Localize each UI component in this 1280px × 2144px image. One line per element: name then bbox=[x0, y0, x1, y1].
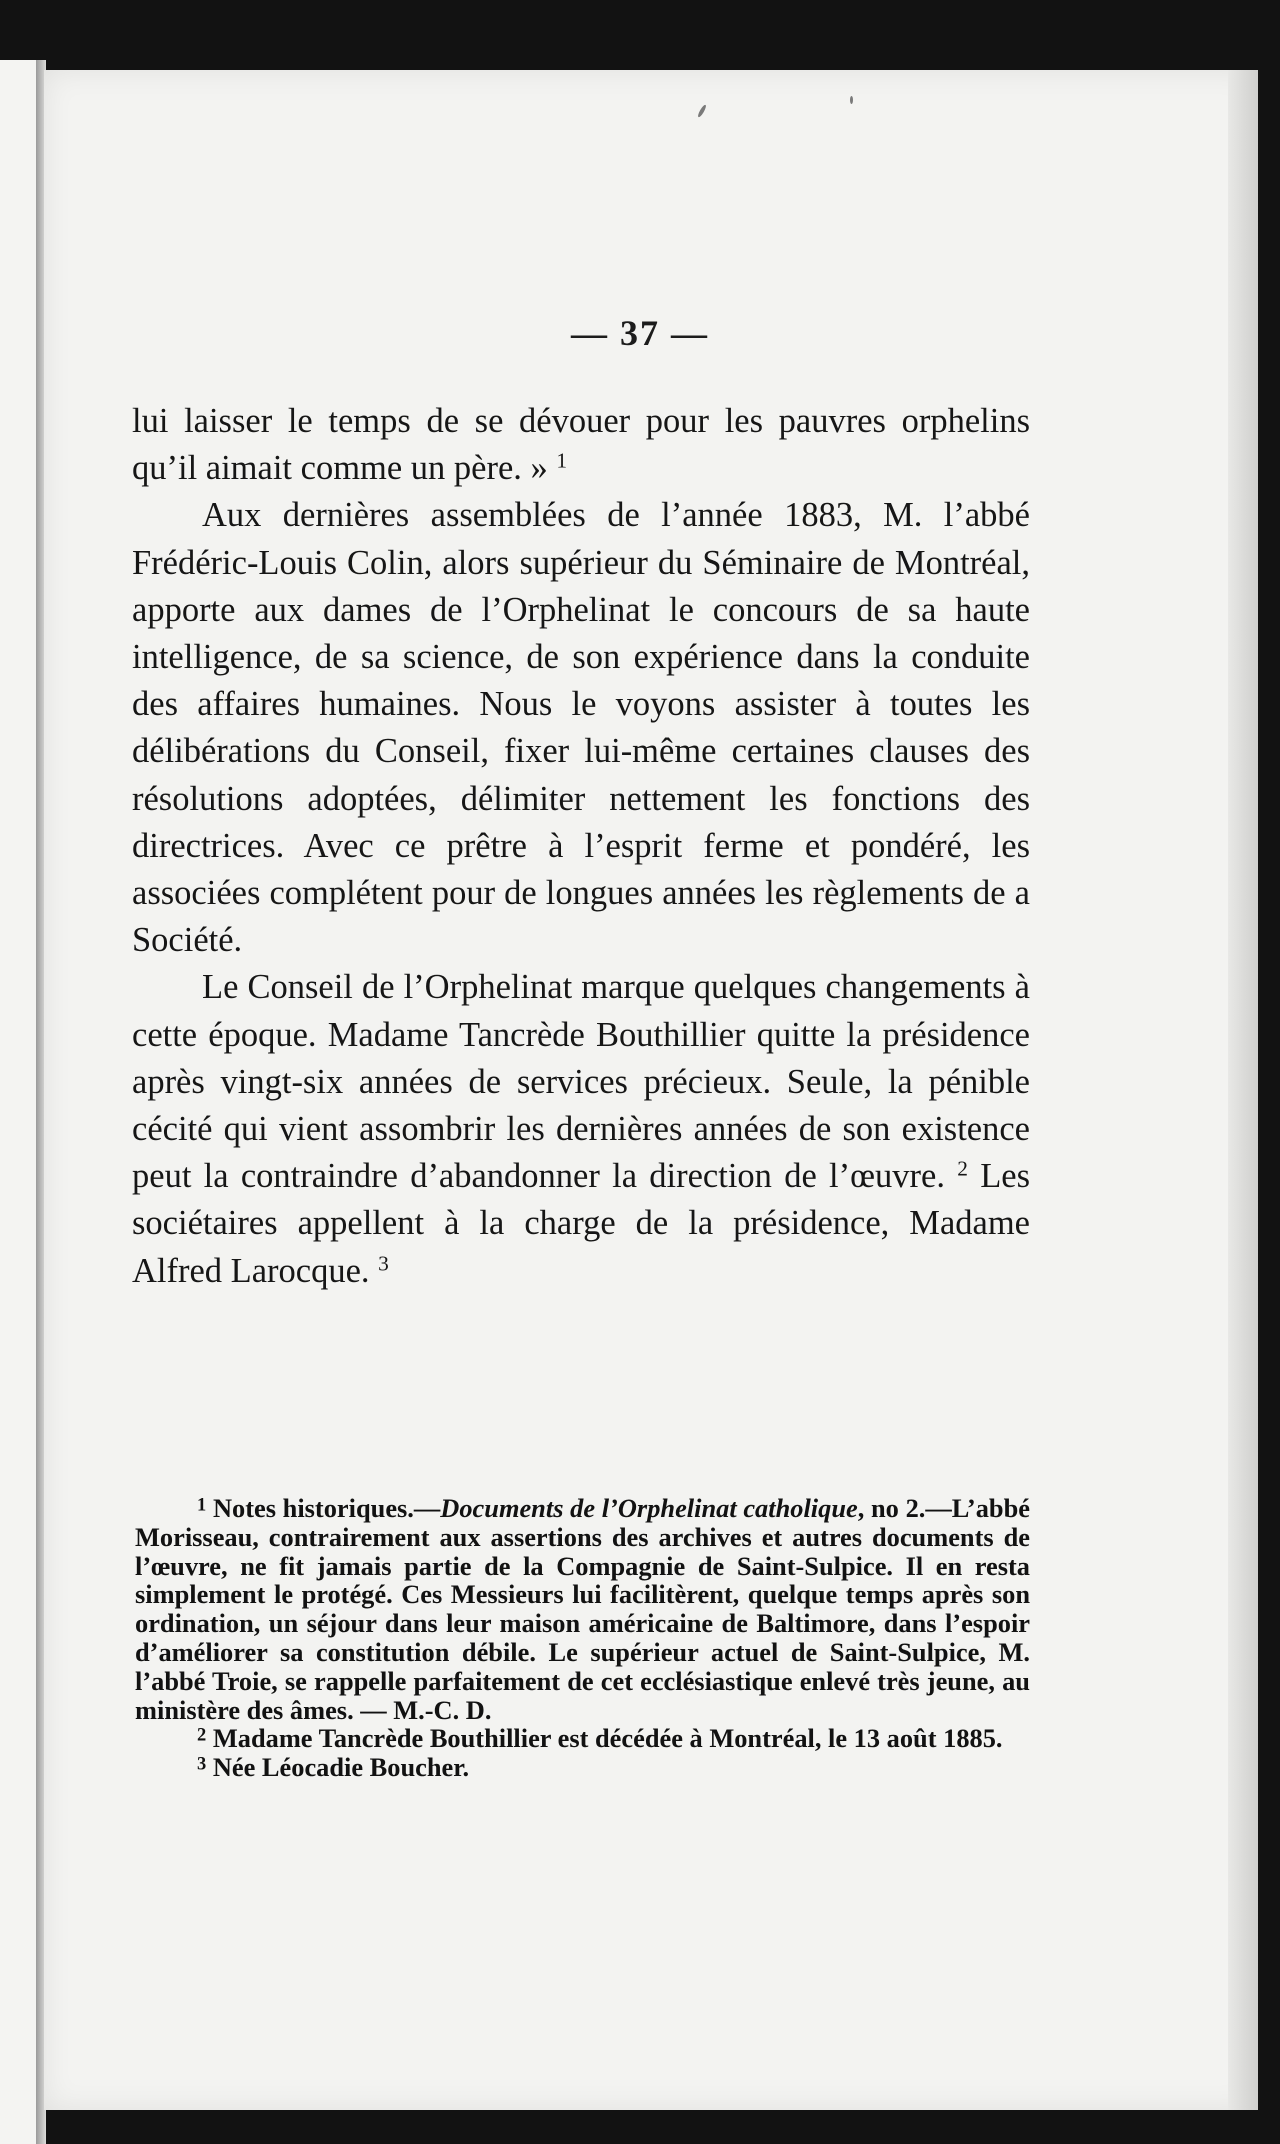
footnote-1 bbox=[135, 1494, 1030, 1724]
footnote-mark-1: 1 bbox=[197, 1494, 207, 1515]
footnote-ref-2: 2 bbox=[957, 1156, 968, 1181]
footnote-mark-3: 3 bbox=[197, 1753, 207, 1774]
page-number: — 37 — bbox=[571, 313, 709, 353]
paragraph-1 bbox=[132, 398, 1030, 492]
left-page-edge bbox=[0, 60, 36, 2144]
paragraph-1-text: lui laisser le temps de se dévouer pour les pauvres orphelins qu’il aimait comme un père. » bbox=[132, 402, 1030, 488]
footnote-mark-2: 2 bbox=[197, 1724, 207, 1745]
paragraph-3-text-b: Les sociétaires appellent à la charge de la présidence, Madame Alfred Larocque. bbox=[132, 1157, 1031, 1290]
footnote-3-text: Née Léocadie Boucher. bbox=[212, 1752, 470, 1783]
footnote-1-italic-title: Documents de l’Orphelinat catholique bbox=[440, 1493, 858, 1523]
scan-speck bbox=[850, 96, 853, 104]
footnote-1-text-before: Notes historiques.— bbox=[212, 1493, 441, 1523]
footnote-ref-3: 3 bbox=[378, 1250, 389, 1275]
footnote-1-text-after: , no 2.—L’abbé Morisseau, contrairement aux assertions des archives et autres documents de l’œuvre, ne fit jamais partie de la Compagnie de Saint-Sulpice. Il en resta simplement le protégé. Ces Messieurs lui facilitèrent, quelque temps après son ordination, un séjour dans leur maison américaine de Baltimore, dans l’espoir d’améliorer sa constitution débile. Le supérieur actuel de Saint-Sulpice, M. l’abbé Troie, se rappelle parfaitement de cet ecclésiastique enlevé très jeune, au ministère des âmes. — M.-C. D. bbox=[135, 1493, 1030, 1725]
footnote-ref-1: 1 bbox=[556, 448, 568, 473]
paragraph-2: Aux dernières assemblées de l’année 1883, M. l’abbé Frédéric-Louis Colin, alors supérieur du Séminaire de Montréal, apporte aux dames de l’Orphelinat le concours de sa haute intelligence, de sa science, de son expérience dans la conduite des affaires humaines. Nous le voyons assister à toutes les délibérations du Conseil, fixer lui-même certaines clauses des résolutions adoptées, délimiter nettement les fonctions des directrices. Avec ce prêtre à l’esprit ferme et pondéré, les associées complétent pour de longues années les règlements de a Société. bbox=[132, 496, 1030, 960]
footnote-3 bbox=[135, 1753, 1030, 1782]
paragraph-3-text-a: Le Conseil de l’Orphelinat marque quelques changements à cette époque. Madame Tancrède Bouthillier quitte la présidence après vingt-six années de services précieux. Seule, la pénible cécité qui vient assombrir les dernières années de son existence peut la contraindre d’abandonner la direction de l’œuvre. bbox=[132, 968, 1030, 1196]
right-page-edge bbox=[1228, 70, 1258, 2110]
footnote-2 bbox=[135, 1724, 1030, 1753]
main-text bbox=[132, 398, 1030, 1295]
footnote-2-text: Madame Tancrède Bouthillier est décédée à Montréal, le 13 août 1885. bbox=[212, 1723, 1003, 1754]
footnotes bbox=[135, 1494, 1030, 1782]
paragraph-3 bbox=[132, 964, 1030, 1294]
